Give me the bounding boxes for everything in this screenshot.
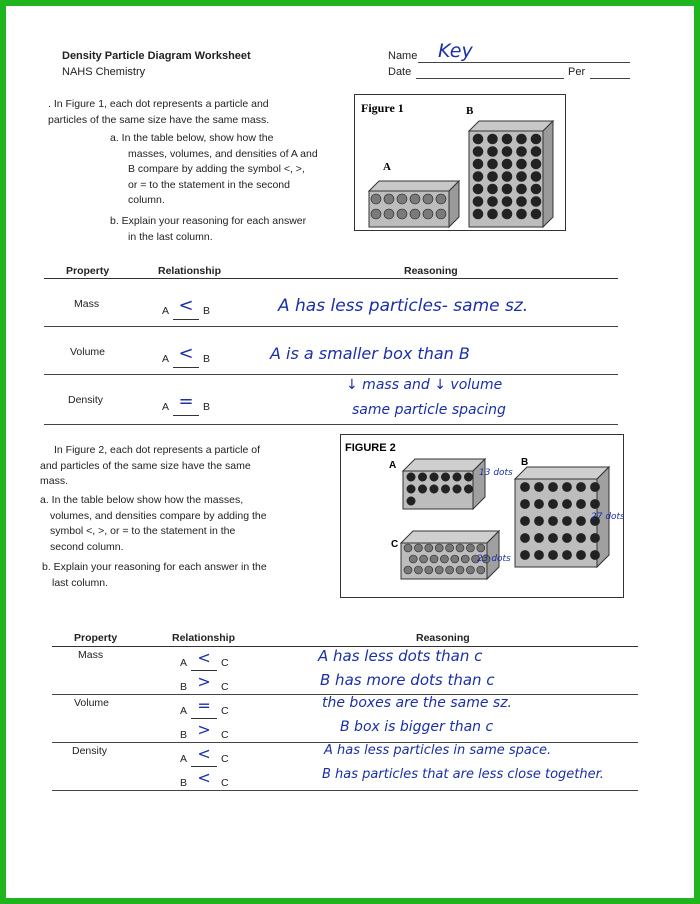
particle-dot (404, 566, 412, 574)
particle-dot (466, 544, 474, 552)
particle-dot (464, 473, 472, 481)
t2-header-reasoning: Reasoning (416, 632, 470, 644)
box-2a (403, 459, 485, 509)
q2-intro: In Figure 2, each dot represents a particle of and particles of the same size have the same mass. (40, 444, 261, 487)
t1-density-reasoning-2[interactable]: same particle spacing (352, 402, 506, 418)
particle-dot (371, 194, 381, 204)
particle-dot (531, 184, 541, 194)
q1-part-a: a. In the table below, show how the masses, volumes, and densities of A and B compare by adding the symbol <, >, or = to the statement in the second column. (110, 132, 318, 206)
particle-dot (502, 197, 512, 207)
figure-2-label-b: B (521, 457, 529, 468)
worksheet-subtitle: NAHS Chemistry (62, 66, 146, 78)
particle-dot (534, 533, 543, 542)
particle-dot (520, 533, 529, 542)
particle-dot (384, 194, 394, 204)
t2-left: B (180, 729, 188, 741)
q1-part-b: b. Explain your reasoning for each answer in the last column. (110, 215, 307, 243)
t1-row-rule (44, 374, 618, 375)
particle-dot (502, 184, 512, 194)
t2-bottom-rule (52, 790, 638, 791)
figure-2 (340, 434, 624, 598)
particle-dot (473, 172, 483, 182)
q2-part-a: a. In the table below show how the masses, volumes, and densities compare by adding the symbol <, >, or = to the statement in the second column. (40, 494, 267, 553)
particle-dot (446, 566, 454, 574)
particle-dot (435, 566, 443, 574)
particle-dot (548, 516, 557, 525)
t1-header-rule (44, 278, 618, 279)
t2-relationship (180, 696, 229, 719)
t2-relationship (180, 744, 229, 767)
particle-dot (502, 172, 512, 182)
particle-dot (590, 482, 599, 491)
t2-left: A (180, 753, 188, 765)
box-a (369, 181, 459, 227)
particle-dot (488, 134, 498, 144)
particle-dot (534, 499, 543, 508)
particle-dot (562, 550, 571, 559)
particle-dot (590, 550, 599, 559)
figure-2-note-c: 23 dots (477, 554, 511, 564)
t1-row-density-property: Density (68, 394, 104, 406)
particle-dot (488, 172, 498, 182)
particle-dot (436, 194, 446, 204)
particle-dot (488, 209, 498, 219)
particle-dot (517, 134, 527, 144)
t1-row-rule (44, 326, 618, 327)
particle-dot (453, 473, 461, 481)
particle-dot (576, 550, 585, 559)
particle-dot (461, 555, 469, 563)
particle-dot (466, 566, 474, 574)
particle-dot (453, 485, 461, 493)
t2-header-relationship: Relationship (172, 632, 236, 644)
particle-dot (464, 485, 472, 493)
particle-dot (517, 159, 527, 169)
figure-2-note-b: 27 dots (591, 512, 623, 522)
per-label: Per (568, 66, 586, 78)
t2-reasoning[interactable]: B has particles that are less close together. (322, 767, 604, 782)
figure-1-title: Figure 1 (361, 101, 404, 115)
particle-dot (410, 194, 420, 204)
particle-dot (477, 544, 485, 552)
particle-dot (590, 533, 599, 542)
particle-dot (576, 533, 585, 542)
t1-header-reasoning: Reasoning (404, 265, 458, 277)
particle-dot (548, 533, 557, 542)
particle-dot (414, 566, 422, 574)
t2-left: B (180, 777, 188, 789)
figure-2-diagram (341, 435, 623, 597)
particle-dot (576, 482, 585, 491)
particle-dot (430, 473, 438, 481)
t1-header-property: Property (66, 265, 110, 277)
particle-dot (520, 482, 529, 491)
t2-group-rule (52, 742, 638, 743)
particle-dot (436, 209, 446, 219)
t1-row-volume-relationship: A < B (162, 346, 210, 368)
particle-dot (534, 550, 543, 559)
t2-reasoning[interactable]: B box is bigger than c (340, 719, 494, 735)
name-value[interactable]: Key (438, 40, 473, 62)
particle-dot (488, 197, 498, 207)
t2-reasoning[interactable]: the boxes are the same sz. (322, 695, 513, 711)
particle-dot (435, 544, 443, 552)
particle-dot (441, 473, 449, 481)
particle-dot (407, 473, 415, 481)
t2-reasoning[interactable]: B has more dots than c (320, 671, 495, 689)
t2-right: C (221, 705, 229, 717)
worksheet-title: Density Particle Diagram Worksheet (62, 50, 251, 62)
particle-dot (534, 516, 543, 525)
t1-header-relationship: Relationship (158, 265, 222, 277)
t1-volume-reasoning[interactable]: A is a smaller box than B (270, 344, 470, 363)
t1-row-density-relationship: A = B (162, 394, 210, 416)
particle-dot (477, 566, 485, 574)
particle-dot (456, 566, 464, 574)
particle-dot (517, 147, 527, 157)
particle-dot (502, 134, 512, 144)
t2-right: C (221, 681, 229, 693)
t2-symbol[interactable]: > (197, 720, 211, 739)
t2-header-property: Property (74, 632, 118, 644)
particle-dot (473, 197, 483, 207)
particle-dot (418, 485, 426, 493)
t2-symbol[interactable]: > (197, 672, 211, 691)
particle-dot (430, 555, 438, 563)
particle-dot (440, 555, 448, 563)
particle-dot (502, 147, 512, 157)
particle-dot (409, 555, 417, 563)
particle-dot (456, 544, 464, 552)
particle-dot (520, 499, 529, 508)
t1-mass-symbol[interactable]: < (178, 295, 194, 316)
particle-dot (520, 516, 529, 525)
particle-dot (407, 485, 415, 493)
particle-dot (488, 147, 498, 157)
figure-1-label-b: B (466, 105, 474, 117)
t1-row-mass-property: Mass (74, 298, 100, 310)
particle-dot (517, 172, 527, 182)
t1-volume-symbol[interactable]: < (178, 343, 194, 364)
particle-dot (446, 544, 454, 552)
figure-2-title: FIGURE 2 (345, 442, 396, 454)
particle-dot (418, 473, 426, 481)
t2-relationship (180, 648, 229, 671)
particle-dot (562, 499, 571, 508)
date-label: Date (388, 66, 412, 78)
particle-dot (562, 533, 571, 542)
per-line[interactable] (590, 78, 630, 79)
t1-density-symbol[interactable]: = (178, 391, 194, 412)
t2-right: C (221, 777, 229, 789)
particle-dot (531, 147, 541, 157)
particle-dot (473, 209, 483, 219)
name-label: Name (388, 50, 418, 62)
t2-relationship (180, 720, 229, 743)
t2-left: B (180, 681, 188, 693)
t2-right: C (221, 657, 229, 669)
t1-row-volume-property: Volume (70, 346, 106, 358)
particle-dot (576, 516, 585, 525)
particle-dot (414, 544, 422, 552)
particle-dot (420, 555, 428, 563)
particle-dot (397, 194, 407, 204)
particle-dot (531, 159, 541, 169)
figure-2-label-c: C (391, 539, 399, 550)
particle-dot (531, 134, 541, 144)
t2-property-mass: Mass (78, 649, 104, 661)
particle-dot (502, 159, 512, 169)
t2-group-rule (52, 694, 638, 695)
t2-right: C (221, 729, 229, 741)
particle-dot (441, 485, 449, 493)
t2-property-volume: Volume (74, 697, 110, 709)
worksheet-page (6, 6, 694, 898)
particle-dot (473, 147, 483, 157)
particle-dot (534, 482, 543, 491)
particle-dot (410, 209, 420, 219)
figure-2-note-a: 13 dots (479, 468, 513, 478)
particle-dot (517, 184, 527, 194)
particle-dot (488, 159, 498, 169)
figure-1-label-a: A (383, 161, 391, 173)
t1-density-reasoning[interactable]: ↓ mass and ↓ volume (346, 377, 503, 393)
particle-dot (531, 209, 541, 219)
t2-property-density: Density (72, 745, 108, 757)
figure-1 (354, 94, 566, 231)
t2-symbol[interactable]: < (197, 744, 211, 763)
particle-dot (576, 499, 585, 508)
particle-dot (520, 550, 529, 559)
particle-dot (548, 499, 557, 508)
particle-dot (473, 184, 483, 194)
particle-dot (430, 485, 438, 493)
t1-row-mass-relationship: A < B (162, 298, 210, 320)
t2-left: A (180, 657, 188, 669)
t2-reasoning[interactable]: A has less particles in same space. (324, 743, 552, 758)
q2-part-b: b. Explain your reasoning for each answer in the last column. (42, 561, 267, 589)
particle-dot (473, 134, 483, 144)
t2-reasoning[interactable]: A has less dots than c (318, 647, 483, 665)
t2-relationship (180, 672, 229, 695)
particle-dot (425, 566, 433, 574)
t2-symbol[interactable]: < (197, 648, 211, 667)
t2-right: C (221, 753, 229, 765)
t2-left: A (180, 705, 188, 717)
figure-1-diagram (355, 95, 565, 230)
particle-dot (407, 497, 415, 505)
particle-dot (488, 184, 498, 194)
particle-dot (425, 544, 433, 552)
particle-dot (548, 482, 557, 491)
particle-dot (531, 197, 541, 207)
particle-dot (517, 197, 527, 207)
particle-dot (451, 555, 459, 563)
particle-dot (397, 209, 407, 219)
particle-dot (473, 159, 483, 169)
t2-symbol[interactable]: = (197, 696, 211, 715)
particle-dot (548, 550, 557, 559)
box-b (469, 121, 553, 227)
particle-dot (517, 209, 527, 219)
t1-bottom-rule (44, 424, 618, 425)
t2-symbol[interactable]: < (197, 768, 211, 787)
t2-relationship (180, 768, 229, 791)
particle-dot (502, 209, 512, 219)
q1-intro: . In Figure 1, each dot represents a particle and particles of the same size have the same mass. (48, 98, 270, 126)
particle-dot (404, 544, 412, 552)
particle-dot (423, 194, 433, 204)
particle-dot (562, 482, 571, 491)
particle-dot (423, 209, 433, 219)
figure-2-label-a: A (389, 460, 397, 471)
name-line (418, 62, 630, 63)
date-line[interactable] (416, 78, 564, 79)
particle-dot (562, 516, 571, 525)
particle-dot (384, 209, 394, 219)
t1-mass-reasoning[interactable]: A has less particles- same sz. (278, 296, 529, 316)
particle-dot (371, 209, 381, 219)
particle-dot (590, 499, 599, 508)
particle-dot (531, 172, 541, 182)
